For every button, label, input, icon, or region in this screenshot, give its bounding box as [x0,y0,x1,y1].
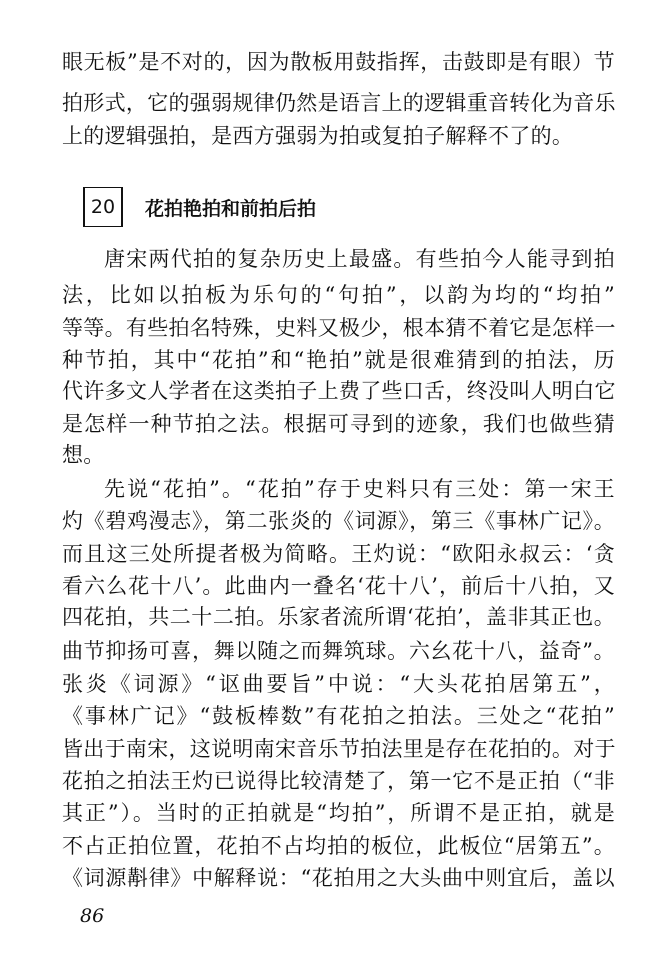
body-text-line: 唐宋两代拍的复杂历史上最盛。有些拍今人能寻到拍 [104,247,615,271]
body-text-line: 其正”）。当时的正拍就是“均拍”，所谓不是正拍，就是 [62,801,615,825]
body-text-line: 花拍之拍法王灼已说得比较清楚了，第一它不是正拍（“非 [62,769,615,793]
body-text-line: 上的逻辑强拍，是西方强弱为拍或复拍子解释不了的。 [62,124,574,148]
body-text-line: 而且这三处所提者极为简略。王灼说：“欧阳永叔云：‘贪 [62,542,615,566]
body-text-line: 《词源斠律》中解释说：“花拍用之大头曲中则宜后，盖以 [62,866,615,890]
body-text-line: 张炎《词源》“讴曲要旨”中说：“大头花拍居第五”， [62,672,615,696]
body-text-line: 眼无板”是不对的，因为散板用鼓指挥，击鼓即是有眼）节 [62,50,615,74]
body-text-line: 法，比如以拍板为乐句的“句拍”，以韵为均的“均拍” [62,283,615,307]
body-text-line: 灼《碧鸡漫志》，第二张炎的《词源》，第三《事林广记》。 [62,509,615,533]
body-text-line: 曲节抑扬可喜，舞以随之而舞筑球。六幺花十八，益奇”。 [62,639,615,663]
body-text-line: 想。 [62,443,105,467]
body-text-line: 种节拍，其中“花拍”和“艳拍”就是很难猜到的拍法，历 [62,348,615,372]
body-text-line: 皆出于南宋，这说明南宋音乐节拍法里是存在花拍的。对于 [62,737,616,761]
body-text-line: 不占正拍位置，花拍不占均拍的板位，此板位“居第五”。 [62,834,615,858]
body-text-line: 《事林广记》“鼓板棒数”有花拍之拍法。三处之“花拍” [62,704,615,728]
body-text-line: 看六么花十八’。此曲内一叠名‘花十八’，前后十八拍，又 [62,574,615,598]
body-text-line: 四花拍，共二十二拍。乐家者流所谓‘花拍’，盖非其正也。 [62,605,615,629]
body-text-line: 是怎样一种节拍之法。根据可寻到的迹象，我们也做些猜 [62,412,615,436]
body-text-line: 先说“花拍”。“花拍”存于史料只有三处：第一宋王 [104,477,615,501]
body-text-line: 等等。有些拍名特殊，史料又极少，根本猜不着它是怎样一 [62,316,616,340]
page-number: 86 [80,905,105,927]
section-title: 花拍艳拍和前拍后拍 [145,197,317,220]
section-heading [83,185,316,229]
section-number-box: 20 [83,187,123,227]
body-text-line: 拍形式，它的强弱规律仍然是语言上的逻辑重音转化为音乐 [62,91,616,115]
body-text-line: 代许多文人学者在这类拍子上费了些口舌，终没叫人明白它 [62,379,616,403]
